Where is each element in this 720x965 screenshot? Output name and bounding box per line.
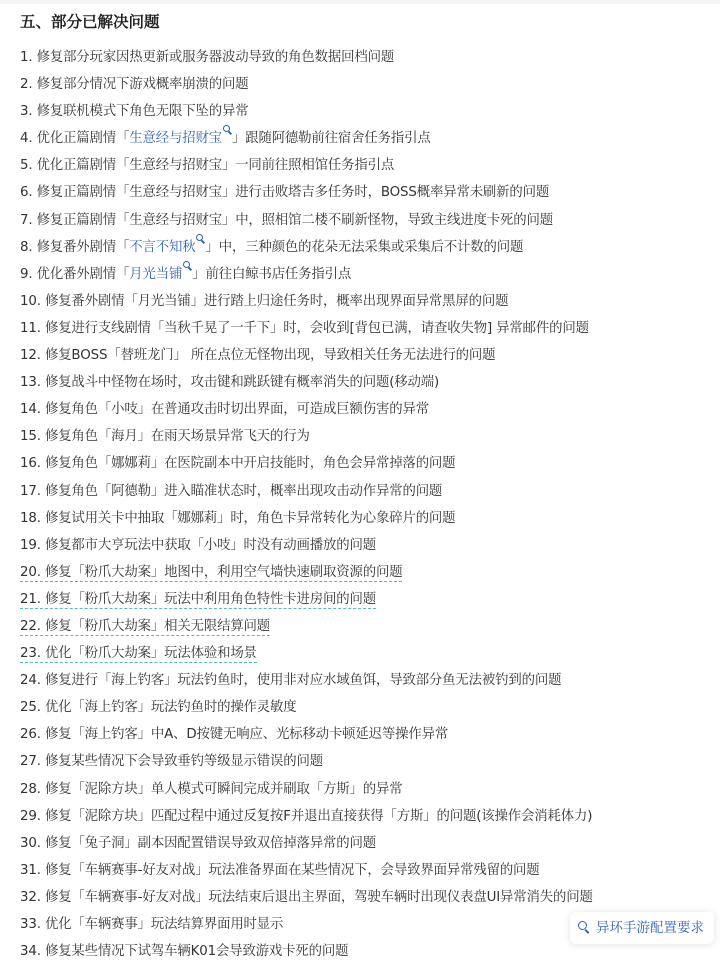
item-text: 11. 修复进行支线剧情「当秋千晃了一千下」时，会收到[背包已满，请查收失物] 异常邮件的问题 — [20, 320, 589, 336]
item-text: 2. 修复部分情况下游戏概率崩溃的问题 — [20, 77, 249, 93]
item-text: 」前往白鲸书店任务指引点 — [192, 266, 352, 282]
item-text: 5. 优化正篇剧情「生意经与招财宝」一同前往照相馆任务指引点 — [20, 158, 395, 174]
item-text: 31. 修复「车辆赛事-好友对战」玩法准备界面在某些情况下，会导致界面异常残留的问题 — [20, 862, 540, 878]
item-text: 18. 修复试用关卡中抽取「娜娜莉」时，角色卡异常转化为心象碎片的问题 — [20, 510, 456, 526]
item-text: 30. 修复「兔子洞」副本因配置错误导致双倍掉落异常的问题 — [20, 835, 376, 851]
item-text: 21. 修复「粉爪大劫案」玩法中利用角色特性卡进房间的问题 — [20, 591, 376, 607]
list-item — [20, 613, 710, 640]
item-text: 22. 修复「粉爪大劫案」相关无限结算问题 — [20, 618, 271, 634]
item-text: 28. 修复「泥除方块」单人模式可瞬间完成并刷取「方斯」的异常 — [20, 781, 403, 797]
list-item — [20, 667, 710, 694]
list-item — [20, 234, 710, 261]
floating-search-label: 异环手游配置要求 — [596, 920, 704, 936]
item-text: 10. 修复番外剧情「月光当铺」进行踏上归途任务时，概率出现界面异常黑屏的问题 — [20, 293, 509, 309]
top-divider — [0, 0, 720, 4]
list-item — [20, 423, 710, 450]
item-text: 4. 优化正篇剧情「 — [20, 131, 130, 147]
list-item — [20, 261, 710, 288]
item-text: 」中，三种颜色的花朵无法采集或采集后不计数的问题 — [205, 239, 524, 255]
keyword-link[interactable]: 月光当铺 — [129, 266, 183, 282]
list-item — [20, 152, 710, 179]
item-text: 24. 修复进行「海上钓客」玩法钓鱼时，使用非对应水域鱼饵，导致部分鱼无法被钓到的问题 — [20, 673, 562, 689]
list-item — [20, 342, 710, 369]
list-item — [20, 98, 710, 125]
item-text: 15. 修复角色「海月」在雨天场景异常飞天的行为 — [20, 429, 310, 445]
item-text: 17. 修复角色「阿德勒」进入瞄准状态时，概率出现攻击动作异常的问题 — [20, 483, 443, 499]
list-item — [20, 125, 710, 152]
item-text: 3. 修复联机模式下角色无限下坠的异常 — [20, 104, 249, 120]
list-item — [20, 532, 710, 559]
search-icon[interactable] — [223, 125, 232, 135]
search-icon[interactable] — [183, 261, 192, 271]
item-text: 14. 修复角色「小吱」在普通攻击时切出界面，可造成巨额伤害的异常 — [20, 402, 429, 418]
list-item — [20, 207, 710, 234]
item-text: 」跟随阿德勒前往宿舍任务指引点 — [231, 131, 431, 147]
list-item — [20, 884, 710, 911]
item-text: 9. 优化番外剧情「 — [20, 266, 130, 282]
issue-list — [20, 44, 710, 965]
list-item — [20, 857, 710, 884]
list-item — [20, 721, 710, 748]
item-text: 23. 优化「粉爪大劫案」玩法体验和场景 — [20, 646, 257, 662]
list-item — [20, 694, 710, 721]
keyword-link[interactable]: 生意经与招财宝 — [129, 131, 222, 147]
list-item — [20, 830, 710, 857]
item-text: 33. 优化「车辆赛事」玩法结算界面用时显示 — [20, 917, 284, 932]
keyword-link[interactable]: 不言不知秋 — [129, 239, 196, 255]
item-text: 25. 优化「海上钓客」玩法钓鱼时的操作灵敏度 — [20, 700, 297, 716]
list-item — [20, 803, 710, 830]
item-text: 27. 修复某些情况下会导致垂钓等级显示错误的问题 — [20, 754, 324, 770]
item-text: 19. 修复都市大亨玩法中获取「小吱」时没有动画播放的问题 — [20, 537, 376, 553]
list-item — [20, 315, 710, 342]
item-text: 32. 修复「车辆赛事-好友对战」玩法结束后退出主界面，驾驶车辆时出现仪表盘UI异常消失的问题 — [20, 889, 593, 905]
list-item — [20, 179, 710, 206]
list-item — [20, 748, 710, 775]
item-text: 20. 修复「粉爪大劫案」地图中，利用空气墙快速刷取资源的问题 — [20, 564, 403, 580]
list-item — [20, 71, 710, 98]
list-item — [20, 776, 710, 803]
section-title: 五、部分已解决问题 — [20, 13, 160, 31]
item-text: 6. 修复正篇剧情「生意经与招财宝」进行击败塔吉多任务时，BOSS概率异常未刷新的问题 — [20, 185, 550, 201]
item-text: 26. 修复「海上钓客」中A、D按键无响应、光标移动卡顿延迟等操作异常 — [20, 727, 449, 743]
list-item — [20, 44, 710, 71]
item-text: 34. 修复某些情况下试驾车辆K01会导致游戏卡死的问题 — [20, 944, 349, 960]
list-item — [20, 478, 710, 505]
list-item — [20, 396, 710, 423]
list-item — [20, 586, 710, 613]
list-item — [20, 640, 710, 667]
list-item — [20, 559, 710, 586]
list-item — [20, 369, 710, 396]
list-item — [20, 505, 710, 532]
search-icon[interactable] — [196, 234, 205, 244]
list-item — [20, 288, 710, 315]
item-text: 7. 修复正篇剧情「生意经与招财宝」中，照相馆二楼不刷新怪物，导致主线进度卡死的问题 — [20, 212, 553, 228]
item-text: 1. 修复部分玩家因热更新或服务器波动导致的角色数据回档问题 — [20, 50, 395, 65]
item-text: 12. 修复BOSS「替班龙门」 所在点位无怪物出现，导致相关任务无法进行的问题 — [20, 348, 496, 364]
item-text: 29. 修复「泥除方块」匹配过程中通过反复按F并退出直接获得「方斯」的问题(该操作会消耗体力) — [20, 808, 593, 824]
item-text: 13. 修复战斗中怪物在场时，攻击键和跳跃键有概率消失的问题(移动端) — [20, 375, 440, 391]
list-item — [20, 450, 710, 477]
search-icon — [578, 921, 590, 933]
item-text: 8. 修复番外剧情「 — [20, 239, 130, 255]
item-text: 16. 修复角色「娜娜莉」在医院副本中开启技能时，角色会异常掉落的问题 — [20, 456, 456, 472]
floating-search-button[interactable] — [570, 912, 714, 944]
